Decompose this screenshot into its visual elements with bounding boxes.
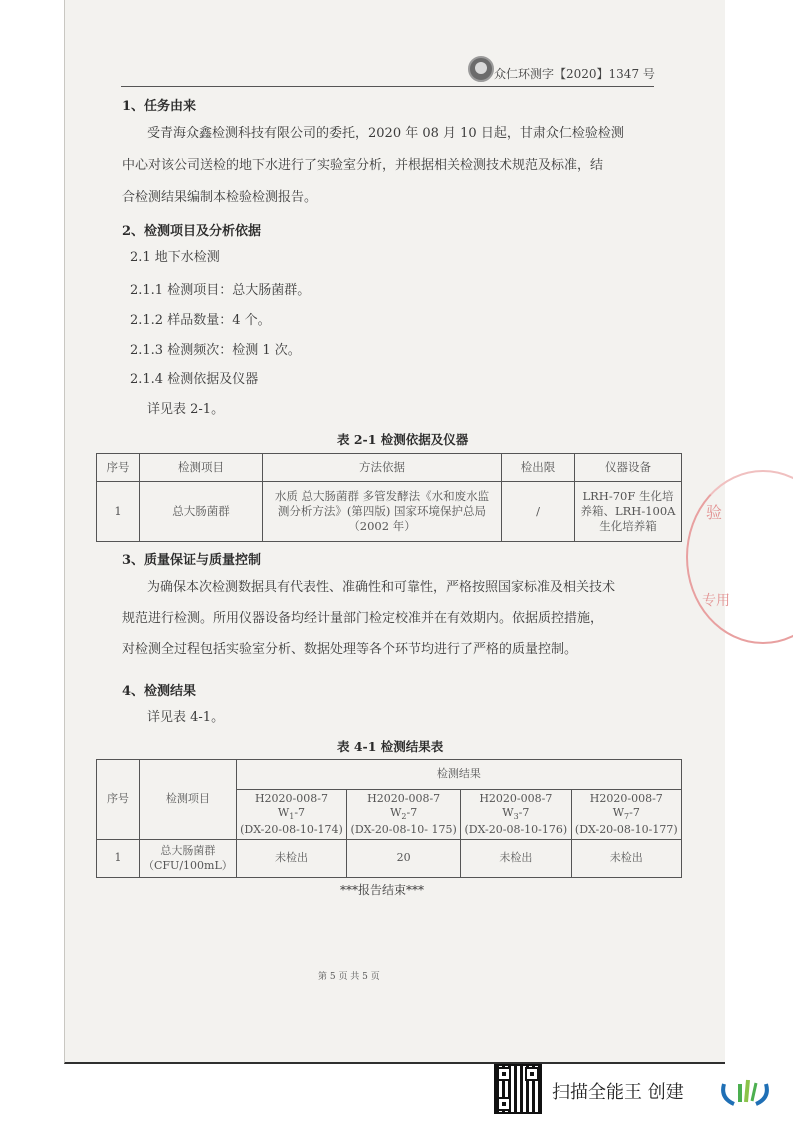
sample-w-sub: 1 [289,812,295,822]
t41-value-3: 未检出 [461,840,571,878]
section1-line3: 合检测结果编制本检验检测报告。 [122,190,318,205]
sample-w-suffix: -7 [518,806,530,820]
report-number: 众仁环测字【2020】1347 号 [494,67,655,81]
sample-w-suffix: -7 [406,806,418,820]
sample-code: (DX-20-08-10-174) [240,822,343,836]
section1-line2: 中心对该公司送检的地下水进行了实验室分析，并根据相关检测技术规范及标准，结 [122,158,604,173]
t41-sample-4 [571,790,681,840]
stamp-text-1: 验 [706,503,723,522]
sample-id: H2020-008-7 [479,791,553,805]
t21-header-method: 方法依据 [263,454,502,482]
org-logo-icon [468,56,494,82]
section2-title: 2、检测项目及分析依据 [122,224,262,239]
t41-value-1: 未检出 [236,840,346,878]
section2-item1: 2.1 地下水检测 [130,250,220,265]
t41-header-item: 检测项目 [140,760,237,840]
t21-header-equipment: 仪器设备 [575,454,682,482]
section2-item2: 2.1.1 检测项目：总大肠菌群。 [130,283,311,298]
sample-w-sub: 7 [624,812,630,822]
t41-item-line1: 总大肠菌群 [160,844,216,858]
t21-header-item: 检测项目 [140,454,263,482]
sample-w-sub: 3 [513,812,519,822]
section1-line1: 受青海众鑫检测科技有限公司的委托，2020 年 08 月 10 日起，甘肃众仁检验检测 [147,126,624,141]
sample-id: H2020-008-7 [367,791,441,805]
t21-header-limit: 检出限 [502,454,575,482]
section3-title: 3、质量保证与质量控制 [122,553,262,568]
t41-header-no: 序号 [97,760,140,840]
sample-w-prefix: W [390,806,402,820]
sample-w [464,806,567,823]
t21-equipment-line1: LRH-70F 生化培 [582,489,674,504]
sample-w [350,806,457,823]
table21-caption: 表 2-1 检测依据及仪器 [337,432,469,447]
t41-header-results: 检测结果 [236,760,681,790]
t41-row-item [140,840,237,878]
table-2-1 [96,453,682,542]
t41-value-4: 未检出 [571,840,681,878]
section4-title: 4、检测结果 [122,684,197,699]
table41-caption: 表 4-1 检测结果表 [337,739,444,754]
t21-row-item: 总大肠菌群 [140,482,263,542]
qr-code-icon [496,1066,540,1112]
t21-equipment-line2: 养箱、LRH-100A [580,504,676,519]
t41-value-2: 20 [347,840,461,878]
t41-item-line2: （CFU/100mL） [143,858,233,872]
t21-equipment-line3: 生化培养箱 [599,518,657,533]
report-end-marker: ***报告结束*** [340,883,425,897]
stamp-text-2: 专用 [702,593,730,609]
sample-w-prefix: W [612,806,625,820]
sample-w-suffix: -7 [294,806,306,820]
t21-method-line1: 水质 总大肠菌群 多管发酵法《水和废水监 [274,489,490,504]
sample-w-prefix: W [277,806,290,820]
t41-row-no: 1 [97,840,140,878]
t21-row-no: 1 [97,482,140,542]
sample-code: (DX-20-08-10- 175) [350,822,457,836]
section2-item4: 2.1.3 检测频次：检测 1 次。 [130,343,301,358]
sample-w [240,806,343,823]
sample-code: (DX-20-08-10-176) [464,822,568,836]
section2-item3: 2.1.2 样品数量：4 个。 [130,313,271,328]
section4-see-table: 详见表 4-1。 [147,710,225,725]
sample-w-suffix: -7 [629,806,640,820]
sample-w-prefix: W [502,806,514,820]
page-number: 第 5 页 共 5 页 [318,972,380,982]
scanner-label: 扫描全能王 创建 [552,1082,684,1103]
section2-see-table: 详见表 2-1。 [147,402,225,417]
section1-title: 1、任务由来 [122,99,197,114]
t21-row-method [263,482,502,542]
section3-line1: 为确保本次检测数据具有代表性、准确性和可靠性，严格按照国家标准及相关技术 [147,580,616,595]
section3-line3: 对检测全过程包括实验室分析、数据处理等各个环节均进行了严格的质量控制。 [122,642,578,657]
t21-method-line2: 测分析方法》(第四版) 国家环境保护总局 [277,504,487,519]
table-row [97,840,682,878]
sample-id: H2020-008-7 [254,791,328,805]
sample-id: H2020-008-7 [589,791,663,805]
scanner-brand-icon [718,1074,772,1108]
t41-sample-2 [347,790,461,840]
t21-row-limit: / [502,482,575,542]
table-4-1 [96,759,682,878]
section3-line2: 规范进行检测。所用仪器设备均经计量部门检定校准并在有效期内。依据质控措施， [122,611,604,626]
section2-item5: 2.1.4 检测依据及仪器 [130,372,259,387]
table-row [97,482,682,542]
header-divider [121,86,654,87]
sample-code: (DX-20-08-10-177) [574,822,678,836]
t21-method-line3: （2002 年） [348,518,416,533]
t21-row-equipment [575,482,682,542]
sample-w [575,806,678,823]
sample-w-sub: 2 [401,812,407,822]
t21-header-no: 序号 [97,454,140,482]
t41-sample-3 [461,790,571,840]
t41-sample-1 [236,790,346,840]
